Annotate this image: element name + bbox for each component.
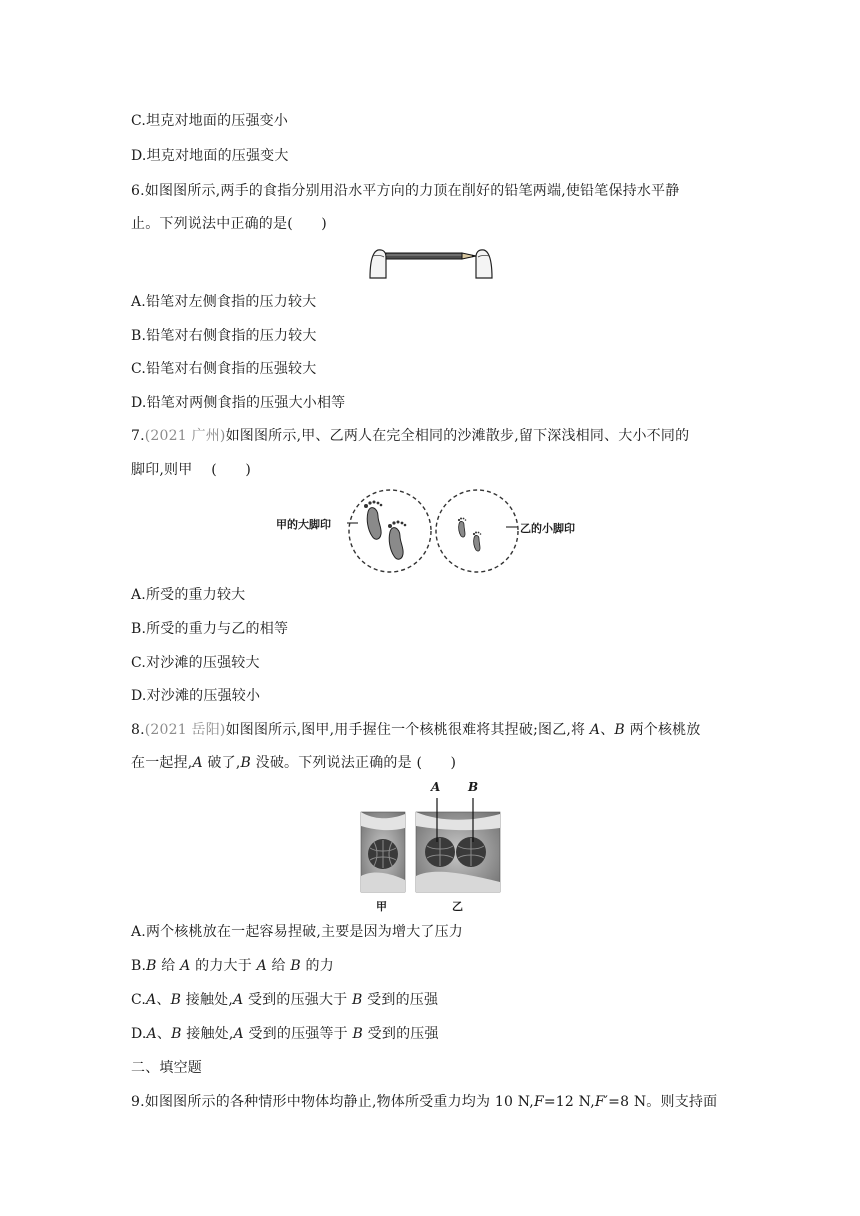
q8-source: (2021 岳阳) bbox=[144, 722, 226, 738]
opt-text: 的力 bbox=[300, 958, 334, 974]
q8-var: B bbox=[240, 755, 251, 771]
opt-text: 给 bbox=[156, 958, 181, 974]
q6-option-a: A.铅笔对左侧食指的压力较大 bbox=[131, 294, 317, 310]
q9-stem-line1 bbox=[131, 1092, 717, 1112]
q8-option-d bbox=[131, 1024, 439, 1044]
q7-stem-line2: 脚印,则甲 ( ) bbox=[131, 462, 252, 478]
opt-var: B bbox=[352, 1026, 364, 1042]
q7-option-d: D.对沙滩的压强较小 bbox=[131, 688, 261, 704]
q5-option-c: C.坦克对地面的压强变小 bbox=[131, 113, 289, 129]
opt-text: 接触处, bbox=[181, 992, 233, 1008]
q8-stem-line1 bbox=[131, 720, 701, 740]
opt-text: 受到的压强 bbox=[362, 992, 439, 1008]
opt-text: D. bbox=[131, 1026, 147, 1042]
photo-label-a: A bbox=[431, 780, 441, 794]
q8-option-c bbox=[131, 990, 438, 1010]
opt-var: A bbox=[256, 958, 267, 974]
caption-jia: 甲 bbox=[376, 900, 387, 913]
big-footprint-2 bbox=[389, 528, 403, 560]
q7-number: 7. bbox=[131, 428, 145, 444]
opt-var: B bbox=[352, 992, 363, 1008]
opt-var: B bbox=[290, 958, 301, 974]
caption-yi: 乙 bbox=[452, 900, 463, 913]
q8-number: 8. bbox=[131, 722, 145, 738]
opt-text: 接触处, bbox=[181, 1026, 234, 1042]
label-small-footprint: 乙的小脚印 bbox=[520, 522, 575, 535]
q9-stem-text: =12 N, bbox=[543, 1094, 595, 1110]
opt-text: 、 bbox=[156, 992, 171, 1008]
q6-option-c: C.铅笔对右侧食指的压强较大 bbox=[131, 361, 317, 377]
walnut-photos bbox=[360, 780, 502, 914]
q5-option-d: D.坦克对地面的压强变大 bbox=[131, 148, 289, 164]
opt-text: 的力大于 bbox=[190, 958, 257, 974]
opt-text: C. bbox=[131, 992, 147, 1008]
q8-stem-text: 两个核桃放 bbox=[624, 722, 701, 738]
q7-option-c: C.对沙滩的压强较大 bbox=[131, 655, 260, 671]
q7-option-b: B.所受的重力与乙的相等 bbox=[131, 621, 289, 637]
opt-var: A bbox=[233, 992, 244, 1008]
q8-stem-text: 、 bbox=[600, 722, 615, 738]
label-big-footprint: 甲的大脚印 bbox=[276, 518, 331, 531]
q6-stem-line1: 6.如图图所示,两手的食指分别用沿水平方向的力顶在削好的铅笔两端,使铅笔保持水平静 bbox=[131, 183, 680, 199]
opt-var: B bbox=[170, 992, 182, 1008]
opt-var: A bbox=[180, 958, 191, 974]
opt-text: 受到的压强 bbox=[363, 1026, 439, 1042]
q6-stem-line2: 止。下列说法中正确的是( ) bbox=[131, 216, 327, 232]
small-footprint-1 bbox=[459, 521, 465, 537]
small-footprint-2 bbox=[474, 535, 480, 551]
q8-stem-text: 没破。下列说法正确的是 ( ) bbox=[250, 755, 457, 771]
q8-stem-text: 如图图所示,图甲,用手握住一个核桃很难将其捏破;图乙,将 bbox=[225, 722, 590, 738]
opt-text: 受到的压强等于 bbox=[243, 1026, 353, 1042]
q8-stem-text: 在一起捏, bbox=[131, 755, 193, 771]
opt-var: A bbox=[233, 1026, 244, 1042]
section-title-fill-in: 二、填空题 bbox=[131, 1060, 202, 1076]
photo-label-b: B bbox=[468, 780, 479, 794]
opt-text: 给 bbox=[266, 958, 291, 974]
opt-text: B. bbox=[131, 958, 147, 974]
q6-option-d: D.铅笔对两侧食指的压强大小相等 bbox=[131, 395, 346, 411]
q7-option-a: A.所受的重力较大 bbox=[131, 587, 246, 603]
q7-source: (2021 广州) bbox=[144, 428, 226, 444]
pencil-between-fingers-illustration bbox=[368, 244, 494, 280]
q6-option-b: B.铅笔对右侧食指的压力较大 bbox=[131, 328, 317, 344]
opt-var: B bbox=[171, 1026, 182, 1042]
q8-stem-line2 bbox=[131, 753, 456, 773]
opt-var: A bbox=[146, 1026, 157, 1042]
q8-var: B bbox=[614, 722, 625, 738]
opt-text: 、 bbox=[156, 1026, 172, 1042]
opt-var: B bbox=[146, 958, 157, 974]
opt-var: A bbox=[146, 992, 157, 1008]
q8-option-a: A.两个核桃放在一起容易捏破,主要是因为增大了压力 bbox=[131, 924, 464, 940]
footprints-figure bbox=[272, 486, 592, 578]
opt-text: 受到的压强大于 bbox=[243, 992, 353, 1008]
q9-stem-text: ′=8 N。则支持面 bbox=[604, 1094, 718, 1110]
big-footprint-1 bbox=[367, 508, 381, 540]
q7-stem-text: 如图图所示,甲、乙两人在完全相同的沙滩散步,留下深浅相同、大小不同的 bbox=[225, 428, 690, 444]
q7-stem-line1 bbox=[131, 426, 689, 446]
q9-var: F bbox=[533, 1094, 544, 1110]
q9-var: F bbox=[594, 1094, 605, 1110]
pencil-figure bbox=[368, 244, 494, 280]
q8-stem-text: 破了, bbox=[202, 755, 241, 771]
q8-option-b bbox=[131, 956, 334, 976]
q9-stem-text: 9.如图图所示的各种情形中物体均静止,物体所受重力均为 10 N, bbox=[131, 1094, 534, 1110]
walnut-figure bbox=[360, 780, 502, 914]
q8-var: A bbox=[192, 755, 203, 771]
q8-var: A bbox=[589, 722, 601, 738]
